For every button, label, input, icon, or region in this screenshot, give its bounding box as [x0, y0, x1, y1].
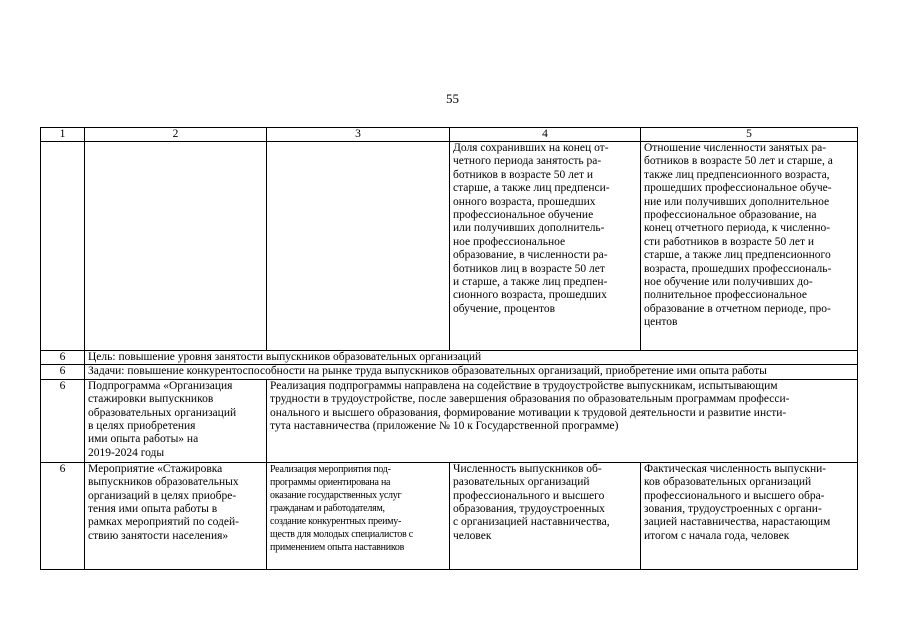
- description-cell: [267, 142, 450, 351]
- row-number-cell: 6: [41, 462, 85, 569]
- table-header-row: [41, 128, 858, 142]
- column-header-2: 2: [85, 128, 267, 142]
- column-header-3: 3: [267, 128, 450, 142]
- indicators-table: [40, 127, 858, 570]
- row-number-cell: 6: [41, 351, 85, 365]
- measure-title-cell: Мероприятие «Стажировка выпускников образовательных организаций в целях приобре- тения ими опыта работы в рамках мероприятий по содей- ствию занятости населения»: [85, 462, 267, 569]
- table-row: [41, 142, 858, 351]
- row-number-cell: [41, 142, 85, 351]
- measure-row: [41, 462, 858, 569]
- goal-row: [41, 351, 858, 365]
- calculation-cell: Отношение численности занятых ра- ботников в возрасте 50 лет и старше, а также лиц предпенсионного возраста, прошедших профессиональное обуче- ние или получивших дополнительное профессиональное образование, на конец отчетного периода, к численно- сти работников в возрасте 50 лет и старше, а также лиц предпенсионного возраста, прошедших профессиональ- ное обучение или получивших до- полнительное профессиональное образование в отчетном периоде, про- центов: [641, 142, 858, 351]
- column-header-4: 4: [450, 128, 641, 142]
- row-number-cell: 6: [41, 365, 85, 379]
- tasks-cell: Задачи: повышение конкурентоспособности на рынке труда выпускников образовательных организаций, приобретение ими опыта работы: [85, 365, 858, 379]
- measure-calculation-cell: Фактическая численность выпускни- ков образовательных организаций профессионального и высшего обра- зования, трудоустроенных с органи- зацией наставничества, нарастающим итогом с начала года, человек: [641, 462, 858, 569]
- goal-cell: Цель: повышение уровня занятости выпускников образовательных организаций: [85, 351, 858, 365]
- column-header-1: 1: [41, 128, 85, 142]
- row-number-cell: 6: [41, 379, 85, 462]
- measure-indicator-cell: Численность выпускников об- разовательных организаций профессионального и высшего образования, трудоустроенных с организацией наставничества, человек: [450, 462, 641, 569]
- column-header-5: 5: [641, 128, 858, 142]
- subprogram-description-cell: Реализация подпрограммы направлена на содействие в трудоустройстве выпускникам, испытывающим трудности в трудоустройстве, после завершения образования по образовательным программам професси- онального и высшего образования, формирование мотивации к трудовой деятельности и развитие инсти- тута наставничества (приложение № 10 к Государственной программе): [267, 379, 858, 462]
- subprogram-row: [41, 379, 858, 462]
- program-cell: [85, 142, 267, 351]
- page-number: 55: [446, 91, 459, 106]
- subprogram-title-cell: Подпрограмма «Организация стажировки выпускников образовательных организаций в целях приобретения ими опыта работы» на 2019-2024 годы: [85, 379, 267, 462]
- measure-description-cell: Реализация мероприятия под- программы ориентирована на оказание государственных услуг гражданам и работодателям, создание конкурентных преиму- ществ для молодых специалистов с применением опыта наставников: [267, 462, 450, 569]
- indicator-cell: Доля сохранивших на конец от- четного периода занятость ра- ботников в возрасте 50 лет и старше, а также лиц предпенси- онного возраста, прошедших профессиональное обучение или получивших дополнитель- ное профессиональное образование, в численности ра- ботников лиц в возрасте 50 лет и старше, а также лиц предпен- сионного возраста, прошедших обучение, процентов: [450, 142, 641, 351]
- tasks-row: [41, 365, 858, 379]
